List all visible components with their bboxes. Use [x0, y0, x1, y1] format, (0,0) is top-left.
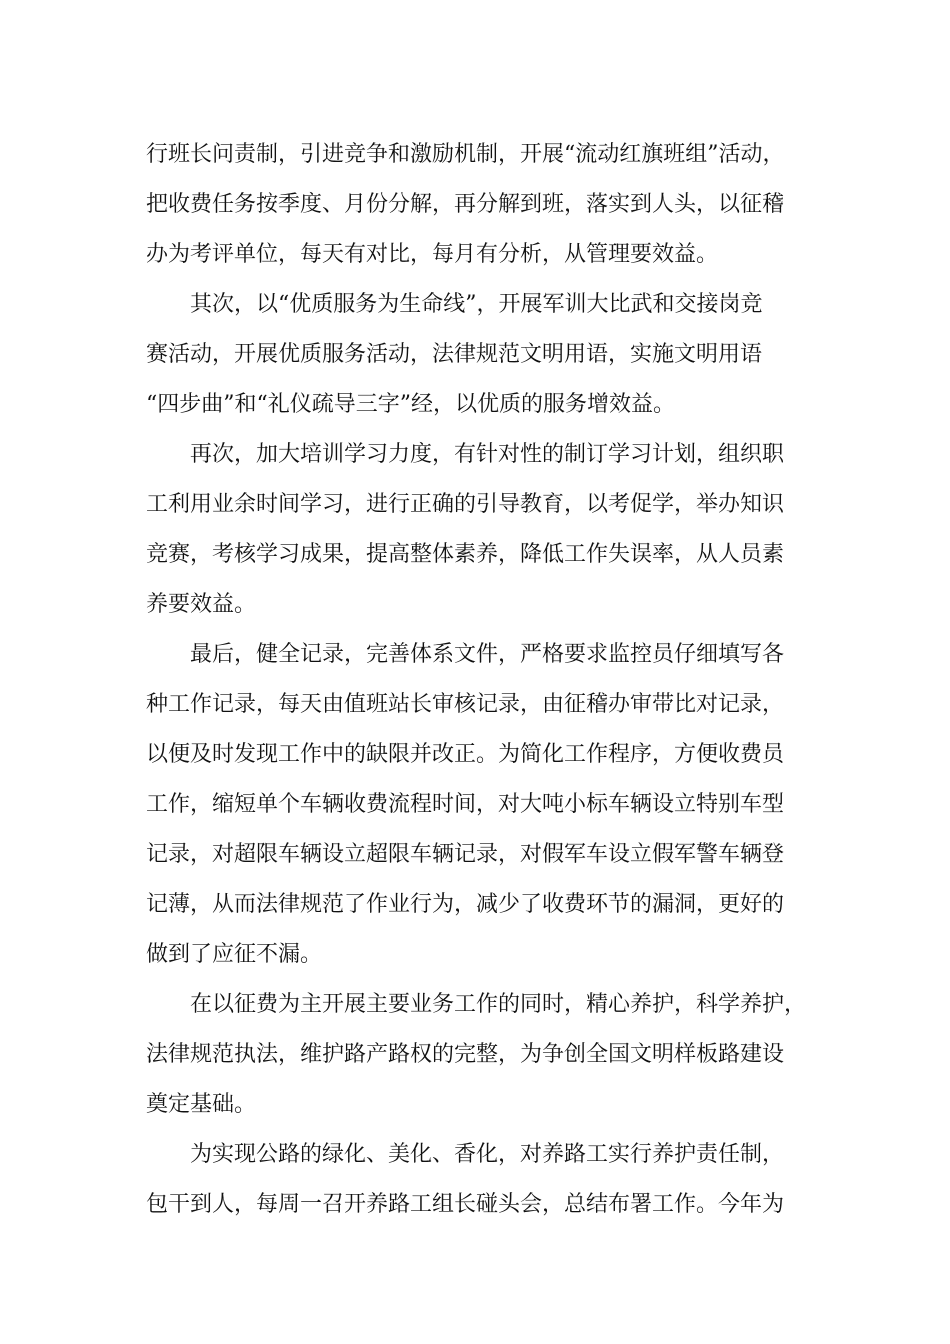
paragraph-first-line: 最后，健全记录，完善体系文件，严格要求监控员仔细填写各: [190, 642, 785, 667]
text-line: 记薄，从而法律规范了作业行为，减少了收费环节的漏洞，更好的: [146, 892, 785, 917]
text-line: 把收费任务按季度、月份分解，再分解到班，落实到人头，以征稽: [146, 192, 785, 217]
text-line: “四步曲”和“礼仪疏导三字”经，以优质的服务增效益。: [146, 392, 675, 417]
paragraph-first-line: 在以征费为主开展主要业务工作的同时，精心养护，科学养护，: [190, 992, 807, 1017]
text-line: 以便及时发现工作中的缺限并改正。为简化工作程序，方便收费员: [146, 742, 785, 767]
text-line: 法律规范执法，维护路产路权的完整，为争创全国文明样板路建设: [146, 1042, 785, 1067]
text-line: 记录，对超限车辆设立超限车辆记录，对假军车设立假军警车辆登: [146, 842, 785, 867]
text-line: 办为考评单位，每天有对比，每月有分析，从管理要效益。: [146, 242, 719, 267]
paragraph-first-line: 再次，加大培训学习力度，有针对性的制订学习计划，组织职: [190, 442, 785, 467]
text-line: 行班长问责制，引进竞争和激励机制，开展“流动红旗班组”活动，: [146, 142, 785, 167]
text-line: 种工作记录，每天由值班站长审核记录，由征稽办审带比对记录，: [146, 692, 785, 717]
text-line: 工作，缩短单个车辆收费流程时间，对大吨小标车辆设立特别车型: [146, 792, 785, 817]
paragraph-first-line: 其次，以“优质服务为生命线”，开展军训大比武和交接岗竞: [190, 292, 763, 317]
paragraph-first-line: 为实现公路的绿化、美化、香化，对养路工实行养护责任制，: [190, 1142, 785, 1167]
text-line: 赛活动，开展优质服务活动，法律规范文明用语，实施文明用语: [146, 342, 763, 367]
text-line: 奠定基础。: [146, 1092, 257, 1117]
text-line: 养要效益。: [146, 592, 257, 617]
text-line: 做到了应征不漏。: [146, 942, 323, 967]
text-line: 包干到人，每周一召开养路工组长碰头会，总结布署工作。今年为: [146, 1192, 785, 1217]
text-line: 竞赛，考核学习成果，提高整体素养，降低工作失误率，从人员素: [146, 542, 785, 567]
body-text: [146, 130, 816, 1230]
text-line: 工利用业余时间学习，进行正确的引导教育，以考促学，举办知识: [146, 492, 785, 517]
